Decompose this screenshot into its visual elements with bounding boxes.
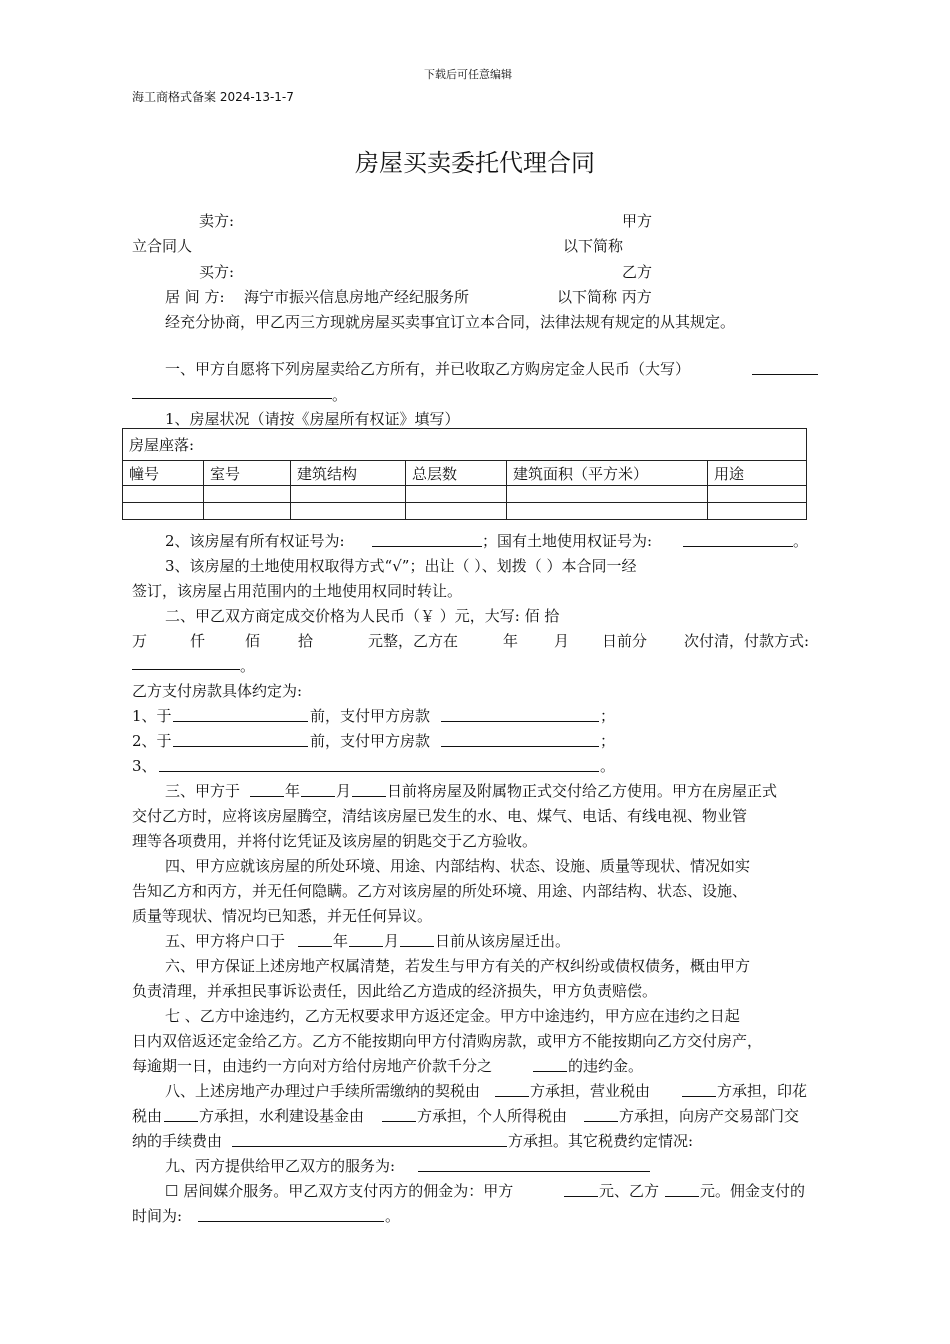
service-blank[interactable] xyxy=(418,1171,650,1172)
table-cell[interactable] xyxy=(291,486,406,503)
cert-period: 。 xyxy=(793,532,809,550)
clause-2-unit: 年 xyxy=(503,632,519,650)
header-room: 室号 xyxy=(204,461,291,486)
clause-2-unit: 仟 xyxy=(190,632,206,650)
location-cell[interactable] xyxy=(123,429,807,461)
cert-label-b: ；国有土地使用权证号为: xyxy=(482,532,653,550)
buyer-label: 买方: xyxy=(199,263,235,281)
payment-time-blank[interactable] xyxy=(198,1221,384,1222)
pay1-end: ； xyxy=(600,707,616,725)
party-b-label: 乙方 xyxy=(622,263,653,281)
clause-5-b: 年 xyxy=(333,932,349,950)
service-line2: 时间为: xyxy=(132,1207,183,1225)
pay3-prefix: 3、 xyxy=(132,757,157,775)
table-cell[interactable] xyxy=(708,486,807,503)
agent-label: 居 间 方: xyxy=(165,288,225,306)
service-line1a: ☐ 居间媒介服务。甲乙双方支付丙方的佣金为：甲方 xyxy=(165,1182,514,1200)
clause-3-a: 三、甲方于 xyxy=(165,782,241,800)
pay1-amount-blank[interactable] xyxy=(441,721,599,722)
handling-fee-blank[interactable] xyxy=(232,1146,507,1147)
clause3-year-blank[interactable] xyxy=(250,796,284,797)
pay-intro: 乙方支付房款具体约定为: xyxy=(132,682,303,700)
agent-abbrev: 以下简称 丙方 xyxy=(557,288,652,306)
header-floors: 总层数 xyxy=(406,461,507,486)
ownership-cert-blank[interactable] xyxy=(372,546,482,547)
house-table xyxy=(122,428,807,520)
document-title: 房屋买卖委托代理合同 xyxy=(355,149,595,177)
deed-tax-blank[interactable] xyxy=(495,1096,529,1097)
clause-8-l2b: 方承担，水利建设基金由 xyxy=(199,1107,365,1125)
clause-1: 一、甲方自愿将下列房屋卖给乙方所有，并已收取乙方购房定金人民币（大写） xyxy=(165,360,691,378)
agent-name: 海宁市振兴信息房地产经纪服务所 xyxy=(244,288,470,306)
pay3-blank[interactable] xyxy=(159,771,599,772)
clause-3-c: 月 xyxy=(336,782,352,800)
clause-7-line1: 七 、乙方中途违约，乙方无权要求甲方返还定金。甲方中途违约，甲方应在违约之日起 xyxy=(165,1007,740,1025)
clause-7-line2: 日内双倍返还定金给乙方。乙方不能按期向甲方付清购房款，或甲方不能按期向乙方交付房产， xyxy=(132,1032,763,1050)
clause5-year-blank[interactable] xyxy=(298,946,332,947)
clause-3-line3: 理等各项费用，并将付讫凭证及该房屋的钥匙交于乙方验收。 xyxy=(132,832,538,850)
clause-4-line3: 质量等现状、情况均已知悉，并无任何异议。 xyxy=(132,907,433,925)
clause-8-l1b: 方承担，营业税由 xyxy=(530,1082,651,1100)
service-line1b: 元、乙方 xyxy=(599,1182,660,1200)
service-period: 。 xyxy=(385,1207,401,1225)
header-area: 建筑面积（平方米） xyxy=(507,461,708,486)
pay3-period: 。 xyxy=(600,757,616,775)
table-cell[interactable] xyxy=(406,503,507,520)
pay2-mid: 前，支付甲方房款 xyxy=(310,732,431,750)
clause-3-line2: 交付乙方时，应将该房屋腾空，清结该房屋已发生的水、电、煤气、电话、有线电视、物业管 xyxy=(132,807,748,825)
header-structure: 建筑结构 xyxy=(291,461,406,486)
clause-3-b: 年 xyxy=(285,782,301,800)
cert-label-a: 2、该房屋有所有权证号为: xyxy=(165,532,345,550)
income-tax-blank[interactable] xyxy=(584,1121,618,1122)
clause-8-l2a: 税由 xyxy=(132,1107,163,1125)
table-cell[interactable] xyxy=(204,503,291,520)
abbrev-label: 以下简称 xyxy=(563,237,624,255)
clause-5-d: 日前从该房屋迁出。 xyxy=(435,932,571,950)
period: 。 xyxy=(332,386,348,404)
signatory-label: 立合同人 xyxy=(132,237,193,255)
table-cell[interactable] xyxy=(507,486,708,503)
clause-8-l2c: 方承担，个人所得税由 xyxy=(417,1107,568,1125)
land-cert-blank[interactable] xyxy=(683,546,793,547)
party-a-label: 甲方 xyxy=(622,212,653,230)
clause-8-l1a: 八、上述房地产办理过户手续所需缴纳的契税由 xyxy=(165,1082,481,1100)
clause-2-unit: 日前分 xyxy=(602,632,648,650)
pay2-end: ； xyxy=(600,732,616,750)
clause-6-line2: 负责清理，并承担民事诉讼责任，因此给乙方造成的经济损失，甲方负责赔偿。 xyxy=(132,982,658,1000)
table-cell[interactable] xyxy=(204,486,291,503)
clause-4-line2: 告知乙方和丙方，并无任何隐瞒。乙方对该房屋的所处环境、用途、内部结构、状态、设施、 xyxy=(132,882,748,900)
penalty-rate-blank[interactable] xyxy=(533,1071,567,1072)
clause-5-a: 五、甲方将户口于 xyxy=(165,932,286,950)
land-right-line2: 签订，该房屋占用范围内的土地使用权同时转让。 xyxy=(132,582,463,600)
table-cell[interactable] xyxy=(123,503,204,520)
header-usage: 用途 xyxy=(708,461,807,486)
pay1-prefix: 1、于 xyxy=(132,707,172,725)
clause-8-l2d: 方承担，向房产交易部门交 xyxy=(619,1107,800,1125)
clause-7-line3b: 的违约金。 xyxy=(568,1057,644,1075)
payment-method-period: 。 xyxy=(240,657,256,675)
commission-b-blank[interactable] xyxy=(665,1196,699,1197)
payment-method-blank[interactable] xyxy=(132,669,240,670)
clause-2-unit: 元整，乙方在 xyxy=(368,632,459,650)
clause-3-d: 日前将房屋及附属物正式交付给乙方使用。甲方在房屋正式 xyxy=(387,782,778,800)
land-right-line1: 3、该房屋的土地使用权取得方式“√”；出让（ ）、划拨（ ）本合同一经 xyxy=(165,557,637,575)
clause-8-l1c: 方承担，印花 xyxy=(717,1082,808,1100)
service-line1c: 元。佣金支付的 xyxy=(700,1182,806,1200)
stamp-tax-blank[interactable] xyxy=(164,1121,198,1122)
pay1-date-blank[interactable] xyxy=(173,721,308,722)
clause-8-l3a: 纳的手续费由 xyxy=(132,1132,223,1150)
clause-2-line1: 二、甲乙双方商定成交价格为人民币（￥ ）元，大写: 佰 拾 xyxy=(165,607,560,625)
clause-8-l3b: 方承担。其它税费约定情况: xyxy=(508,1132,694,1150)
clause-2-unit: 月 xyxy=(554,632,570,650)
intro-text: 经充分协商，甲乙丙三方现就房屋买卖事宜订立本合同，法律法规有规定的从其规定。 xyxy=(165,313,736,331)
clause-9: 九、丙方提供给甲乙双方的服务为: xyxy=(165,1157,396,1175)
pay1-mid: 前，支付甲方房款 xyxy=(310,707,431,725)
commission-a-blank[interactable] xyxy=(564,1196,598,1197)
table-cell[interactable] xyxy=(507,503,708,520)
clause-2-unit: 佰 xyxy=(245,632,261,650)
pay2-amount-blank[interactable] xyxy=(441,746,599,747)
clause-2-unit: 次付清，付款方式: xyxy=(684,632,810,650)
clause-7-line3a: 每逾期一日，由违约一方向对方给付房地产价款千分之 xyxy=(132,1057,493,1075)
record-number: 海工商格式备案 2024-13-1-7 xyxy=(132,90,294,104)
clause3-day-blank[interactable] xyxy=(352,796,386,797)
clause5-month-blank[interactable] xyxy=(349,946,383,947)
clause-2-unit: 万 xyxy=(132,632,148,650)
clause-5-c: 月 xyxy=(384,932,400,950)
table-cell[interactable] xyxy=(406,486,507,503)
location-label: 房屋座落: xyxy=(129,436,195,454)
header-building: 幢号 xyxy=(123,461,204,486)
deposit-blank[interactable] xyxy=(752,374,818,375)
water-fund-blank[interactable] xyxy=(382,1121,416,1122)
table-cell[interactable] xyxy=(708,503,807,520)
seller-label: 卖方: xyxy=(199,212,235,230)
clause-4-line1: 四、甲方应就该房屋的所处环境、用途、内部结构、状态、设施、质量等现状、情况如实 xyxy=(165,857,751,875)
business-tax-blank[interactable] xyxy=(682,1096,716,1097)
table-cell[interactable] xyxy=(123,486,204,503)
deposit-blank-cont[interactable] xyxy=(132,398,332,399)
table-cell[interactable] xyxy=(291,503,406,520)
header-note: 下载后可任意编辑 xyxy=(424,68,512,81)
pay2-prefix: 2、于 xyxy=(132,732,172,750)
clause5-day-blank[interactable] xyxy=(400,946,434,947)
house-status-label: 1、房屋状况（请按《房屋所有权证》填写） xyxy=(165,410,460,428)
clause-6-line1: 六、甲方保证上述房地产权属清楚，若发生与甲方有关的产权纠纷或债权债务，概由甲方 xyxy=(165,957,751,975)
pay2-date-blank[interactable] xyxy=(173,746,308,747)
clause-2-unit: 拾 xyxy=(298,632,314,650)
clause3-month-blank[interactable] xyxy=(301,796,335,797)
